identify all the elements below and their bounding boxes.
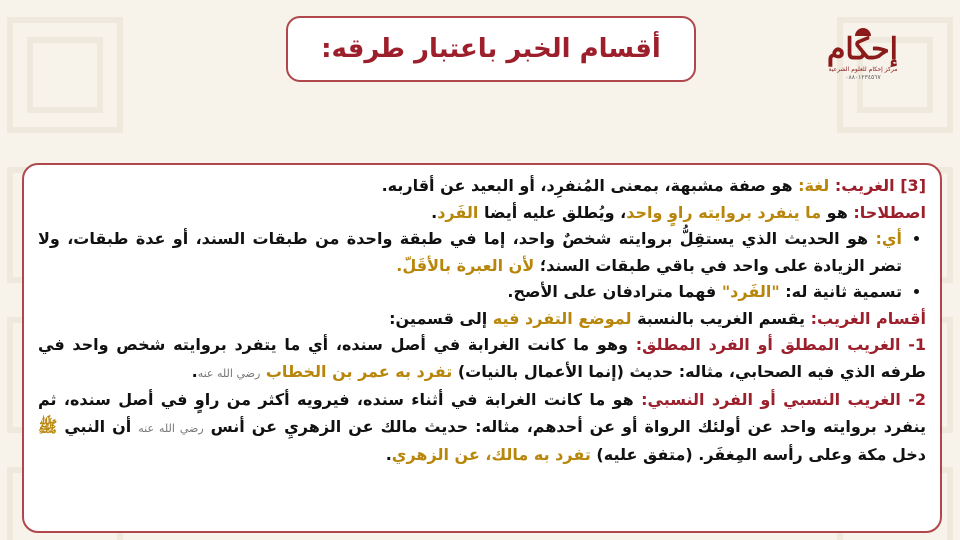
lugha-label: لغة: [798, 176, 830, 195]
brand-logo [828, 28, 898, 94]
line-divisions [38, 306, 926, 333]
logo-phone: ٠٨٨٠١٢٣٤٥٦٧ [845, 74, 881, 81]
explanation-list [38, 226, 926, 306]
line-nisbi [38, 387, 926, 469]
divisions-text: يقسم الغريب بالنسبة [637, 308, 806, 328]
divisions-label: أقسام الغريب: [810, 308, 926, 328]
section-number-label: [3] الغريب: [834, 176, 926, 195]
page-title: أقسام الخبر باعتبار طرقه: [321, 34, 661, 64]
list-item [38, 279, 902, 306]
istilah-label: اصطلاحا: [853, 202, 926, 222]
logo-subtitle: مركز إحكام للعلوم الشرعية [828, 66, 898, 73]
title-box [286, 16, 696, 82]
list-item [38, 226, 902, 279]
istilah-fard: الفَرد [437, 202, 479, 222]
lugha-text: هو صفة مشبهة، بمعنى المُنفرِد، أو البعيد عن أقاربه. [381, 176, 793, 195]
nisbi-text-1: هو ما كانت الغرابة في أثناء سنده، فيرويه أكثر من راوٍ في أصل سنده، ثم ينفرد بروايته واحد عن أولئك الرواة أو عن أحدهم، مثاله: حديث مالك عن الزهريِ عن أنس [38, 390, 927, 436]
mutlaq-example-narrator: تفرد به عمر بن الخطاب [265, 361, 453, 381]
divisions-criterion: لموضع التفرد فيه [492, 308, 632, 328]
nisbi-text-2: أن النبي [64, 416, 132, 436]
nisbi-end: . [385, 445, 392, 464]
nisbi-text-3: دخل مكة وعلى رأسه المِغفَر. (متفق عليه) [596, 445, 926, 464]
line-lugha [38, 173, 926, 200]
istilah-text-a: هو [826, 202, 848, 222]
istilah-text-b: ، ويُطلق عليه أيضا [483, 202, 627, 222]
ay-label: أي: [875, 229, 903, 248]
mutlaq-label: 1- الغريب المطلق أو الفرد المطلق: [635, 335, 927, 354]
ay-reason: لأن العبرة بالأقَلّ. [396, 255, 535, 275]
logo-name: إحكام [826, 32, 898, 67]
ay-text: هو الحديث الذي يستقِلُّ بروايته شخصٌ واحد، إما في طبقة واحدة من طبقات السند، أو عدة طبقات، ولا تضر الزيادة على واحد في باقي طبقات السند؛ [38, 229, 902, 275]
line-mutlaq [38, 332, 926, 387]
mutlaq-end: . [191, 361, 198, 381]
line-istilah [38, 200, 926, 227]
salawat-icon: ﷺ [38, 416, 58, 436]
istilah-definition: ما ينفرد بروايته راوٍ واحد [626, 202, 822, 222]
divisions-end: إلى قسمين: [389, 308, 488, 328]
second-name-value: "الفَرد" [721, 282, 780, 301]
second-name-text: فهما مترادفان على الأصح. [507, 282, 717, 301]
second-name-label: تسمية ثانية له: [785, 282, 902, 301]
content-box [22, 163, 942, 533]
istilah-end: . [431, 202, 438, 222]
mutlaq-text: وهو ما كانت الغرابة في أصل سنده، أي ما يتفرد بروايته شخص واحد في طرفه الذي فيه الصحابي، مثاله: حديث (إنما الأعمال بالنيات) [38, 335, 926, 381]
nisbi-label: 2- الغريب النسبي أو الفرد النسبي: [641, 390, 926, 409]
honorific-icon: رضي الله عنه [197, 366, 261, 380]
nisbi-example-narrator: تفرد به مالك، عن الزهري [391, 445, 591, 464]
honorific-icon: رضي الله عنه [138, 421, 204, 435]
